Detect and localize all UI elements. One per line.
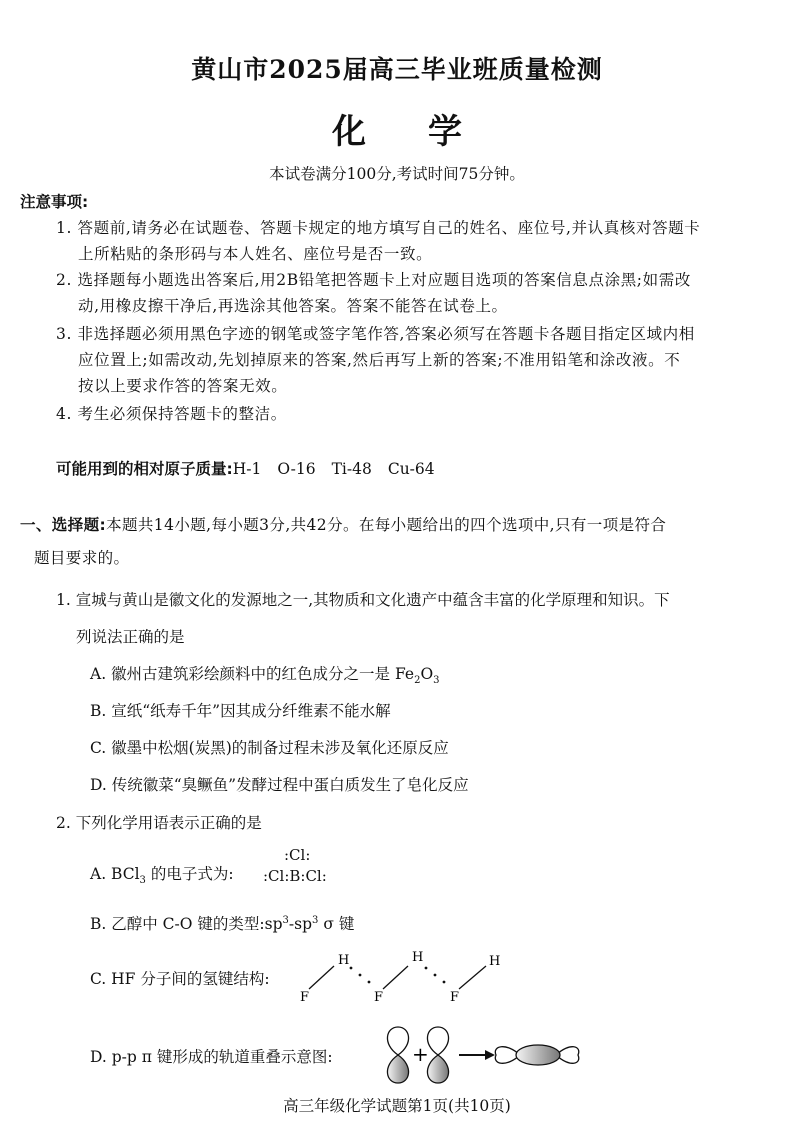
hf-f-label: F [300, 990, 310, 1005]
notice-line: 4. 考生必须保持答题卡的整洁。 [56, 405, 287, 423]
hydrogen-bond-dot [368, 981, 371, 984]
subscript: 3 [433, 675, 440, 687]
superscript: 3 [312, 914, 319, 926]
atomic-mass-value: O-16 [277, 460, 316, 478]
notice-line: 动,用橡皮擦干净后,再选涂其他答案。答案不能答在试卷上。 [78, 297, 508, 315]
q2-option-b [90, 912, 354, 934]
bcl3-lewis-structure [263, 845, 327, 887]
q1-option-a-text: O [420, 665, 434, 683]
q2-option-a [90, 862, 234, 886]
subscript: 3 [139, 875, 146, 887]
atomic-mass-line [56, 457, 451, 479]
hf-covalent-bond [309, 966, 334, 989]
notice-line: 2. 选择题每小题选出答案后,用2B铅笔把答题卡上对应题目选项的答案信息点涂黑;如需改 [56, 271, 691, 289]
q2-option-a-text: 的电子式为: [145, 865, 234, 883]
atomic-mass-value: H-1 [232, 460, 262, 478]
section-intro-text: 本题共14小题,每小题3分,共42分。在每小题给出的四个选项中,只有一项是符合 [106, 516, 667, 534]
page-footer: 高三年级化学试题第1页(共10页) [283, 1097, 511, 1115]
notice-heading: 注意事项: [20, 193, 89, 211]
q2-option-b-text: σ 键 [318, 915, 355, 933]
section-intro [20, 513, 666, 535]
hf-covalent-bond [459, 966, 486, 989]
q1-option-b: B. 宣纸“纸寿千年”因其成分纤维素不能水解 [90, 702, 391, 720]
hydrogen-bond-dot [425, 967, 428, 970]
q2-option-b-text: B. 乙醇中 C-O 键的类型:sp [90, 915, 283, 933]
q1-option-d: D. 传统徽菜“臭鳜鱼”发酵过程中蛋白质发生了皂化反应 [90, 776, 469, 794]
plus-sign: + [412, 1042, 429, 1066]
q2-option-b-text: -sp [288, 915, 313, 933]
notice-line: 1. 答题前,请务必在试题卷、答题卡规定的地方填写自己的姓名、座位号,并认真核对答题卡 [56, 219, 701, 237]
notice-line: 上所粘贴的条形码与本人姓名、座位号是否一致。 [78, 245, 433, 263]
section-intro-line2: 题目要求的。 [34, 549, 130, 567]
hydrogen-bond-dot [359, 974, 362, 977]
section-heading: 一、选择题: [20, 516, 107, 534]
q2-option-c: C. HF 分子间的氢键结构: [90, 970, 270, 988]
subject-char-1: 化 [332, 112, 366, 152]
subject-title [0, 104, 794, 153]
q1-option-a-text: A. 徽州古建筑彩绘颜料中的红色成分之一是 Fe [90, 665, 415, 683]
superscript: 3 [282, 914, 289, 926]
subject-char-2: 学 [428, 112, 462, 152]
lewis-mid: :Cl:B:Cl: [263, 867, 327, 885]
notice-line: 应位置上;如需改动,先划掉原来的答案,然后再写上新的答案;不准用铅笔和涂改液。不 [78, 351, 681, 369]
q2-stem: 2. 下列化学用语表示正确的是 [56, 814, 262, 832]
subscript: 2 [414, 675, 421, 687]
exam-title: 黄山市2025届高三毕业班质量检测 [191, 55, 603, 84]
hf-f-label: F [450, 990, 460, 1005]
q2-option-a-text: A. BCl [90, 865, 140, 883]
notice-line: 3. 非选择题必须用黑色字迹的钢笔或签字笔作答,答案必须写在答题卡各题目指定区域内相 [56, 325, 695, 343]
hf-hydrogen-bond-diagram [296, 948, 506, 1008]
atomic-mass-value: Cu-64 [387, 460, 435, 478]
hf-h-label: H [489, 954, 501, 969]
q1-option-c: C. 徽墨中松烟(炭黑)的制备过程未涉及氧化还原反应 [90, 739, 449, 757]
pi-bond-orbital [495, 1045, 578, 1065]
exam-info: 本试卷满分100分,考试时间75分钟。 [269, 165, 525, 183]
q1-stem-2: 列说法正确的是 [76, 628, 185, 646]
hf-h-label: H [338, 953, 350, 968]
hydrogen-bond-dot [350, 967, 353, 970]
hydrogen-bond-dot [434, 974, 437, 977]
hf-h-label: H [412, 950, 424, 965]
atomic-mass-label: 可能用到的相对原子质量: [56, 460, 233, 478]
atomic-mass-value: Ti-48 [331, 460, 372, 478]
q1-option-a [90, 662, 440, 686]
q2-option-d: D. p-p π 键形成的轨道重叠示意图: [90, 1048, 333, 1066]
p-p-pi-orbital-diagram [382, 1024, 582, 1086]
arrow-icon [459, 1050, 495, 1060]
notice-line: 按以上要求作答的答案无效。 [78, 377, 288, 395]
hf-covalent-bond [383, 966, 408, 989]
q1-stem: 1. 宣城与黄山是徽文化的发源地之一,其物质和文化遗产中蕴含丰富的化学原理和知识。下 [56, 591, 670, 609]
lewis-top: :Cl: [284, 846, 311, 864]
hydrogen-bond-dot [443, 981, 446, 984]
p-orbital-left [387, 1027, 408, 1083]
hf-f-label: F [374, 990, 384, 1005]
p-orbital-right [427, 1027, 448, 1083]
